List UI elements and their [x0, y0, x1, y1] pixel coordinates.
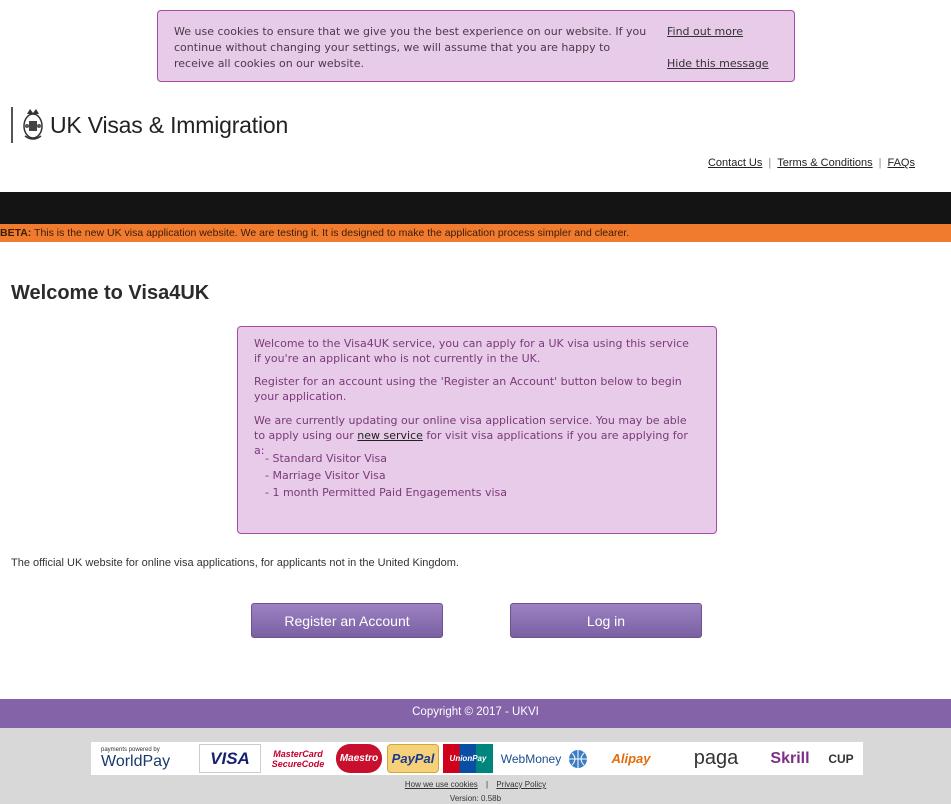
find-out-more-link[interactable]: Find out more — [667, 25, 744, 38]
site-brand[interactable]: UK Visas & Immigration — [50, 112, 289, 138]
separator: | — [486, 780, 489, 789]
info-paragraph: Welcome to the Visa4UK service, you can apply for a UK visa using this service if you're an applicant who is not currently in the UK. — [254, 337, 689, 365]
separator: | — [768, 157, 772, 169]
cookie-message: We use cookies to ensure that we give you the best experience on our website. If you continue without changing your settings, we will assume that you are happy to receive all cookies on our website. — [174, 25, 647, 70]
info-text: We are currently updating our online visa application service. You may be able to apply using our — [254, 414, 687, 442]
official-site-text: The official UK website for online visa applications, for applicants not in the United Kingdom. — [11, 557, 459, 569]
paga-logo: paga — [693, 747, 739, 769]
payment-logos — [91, 742, 863, 775]
mastercard-securecode-logo: MasterCard SecureCode — [271, 748, 325, 769]
contact-us-link[interactable]: Contact Us — [707, 157, 763, 169]
visa-list-item: - Marriage Visitor Visa — [265, 469, 386, 482]
faqs-link[interactable]: FAQs — [887, 157, 915, 169]
register-account-button[interactable]: Register an Account — [251, 603, 443, 638]
privacy-policy-link[interactable]: Privacy Policy — [496, 780, 547, 789]
webmoney-logo: WebMoney — [500, 751, 562, 766]
unionpay-logo: UnionPay — [443, 744, 493, 773]
worldpay-logo — [93, 744, 195, 773]
hide-message-link[interactable]: Hide this message — [667, 57, 769, 70]
cookie-banner — [157, 10, 795, 82]
login-button[interactable]: Log in — [510, 603, 702, 638]
visa-logo: VISA — [199, 744, 261, 773]
royal-crest-icon — [21, 106, 45, 144]
logo-divider — [11, 107, 13, 143]
info-paragraph: Register for an account using the 'Register an Account' button below to begin your application. — [254, 375, 682, 403]
beta-label: BETA: — [0, 227, 32, 239]
terms-conditions-link[interactable]: Terms & Conditions — [777, 157, 873, 169]
header-links — [708, 157, 915, 169]
maestro-logo: Maestro — [336, 744, 382, 773]
beta-banner — [0, 224, 951, 242]
new-service-link[interactable]: new service — [357, 429, 423, 442]
paypal-logo: PayPal — [387, 744, 439, 773]
info-text: for visit visa applications if you are applying for a: — [254, 429, 688, 457]
cup-logo: CUP — [828, 751, 854, 766]
footer-links — [0, 780, 951, 789]
visa-list-item: - 1 month Permitted Paid Engagements visa — [265, 486, 507, 499]
beta-text: This is the new UK visa application website. We are testing it. It is designed to make the application process simpler and clearer. — [31, 227, 630, 239]
separator: | — [878, 157, 882, 169]
nav-bar — [0, 192, 951, 224]
info-box — [237, 326, 717, 534]
worldpay-caption: payments powered by — [101, 746, 160, 753]
copyright-text: Copyright © 2017 - UKVI — [412, 706, 539, 718]
version-text: Version: 0.58b — [449, 794, 502, 803]
worldpay-text: WorldPay — [101, 752, 171, 770]
globe-icon — [567, 744, 589, 773]
page-title: Welcome to Visa4UK — [11, 282, 210, 304]
skrill-logo: Skrill — [770, 749, 810, 767]
visa-list-item: - Standard Visitor Visa — [265, 452, 388, 465]
alipay-logo: Alipay — [611, 751, 651, 766]
how-we-use-cookies-link[interactable]: How we use cookies — [404, 780, 478, 789]
copyright-bar — [0, 699, 951, 728]
